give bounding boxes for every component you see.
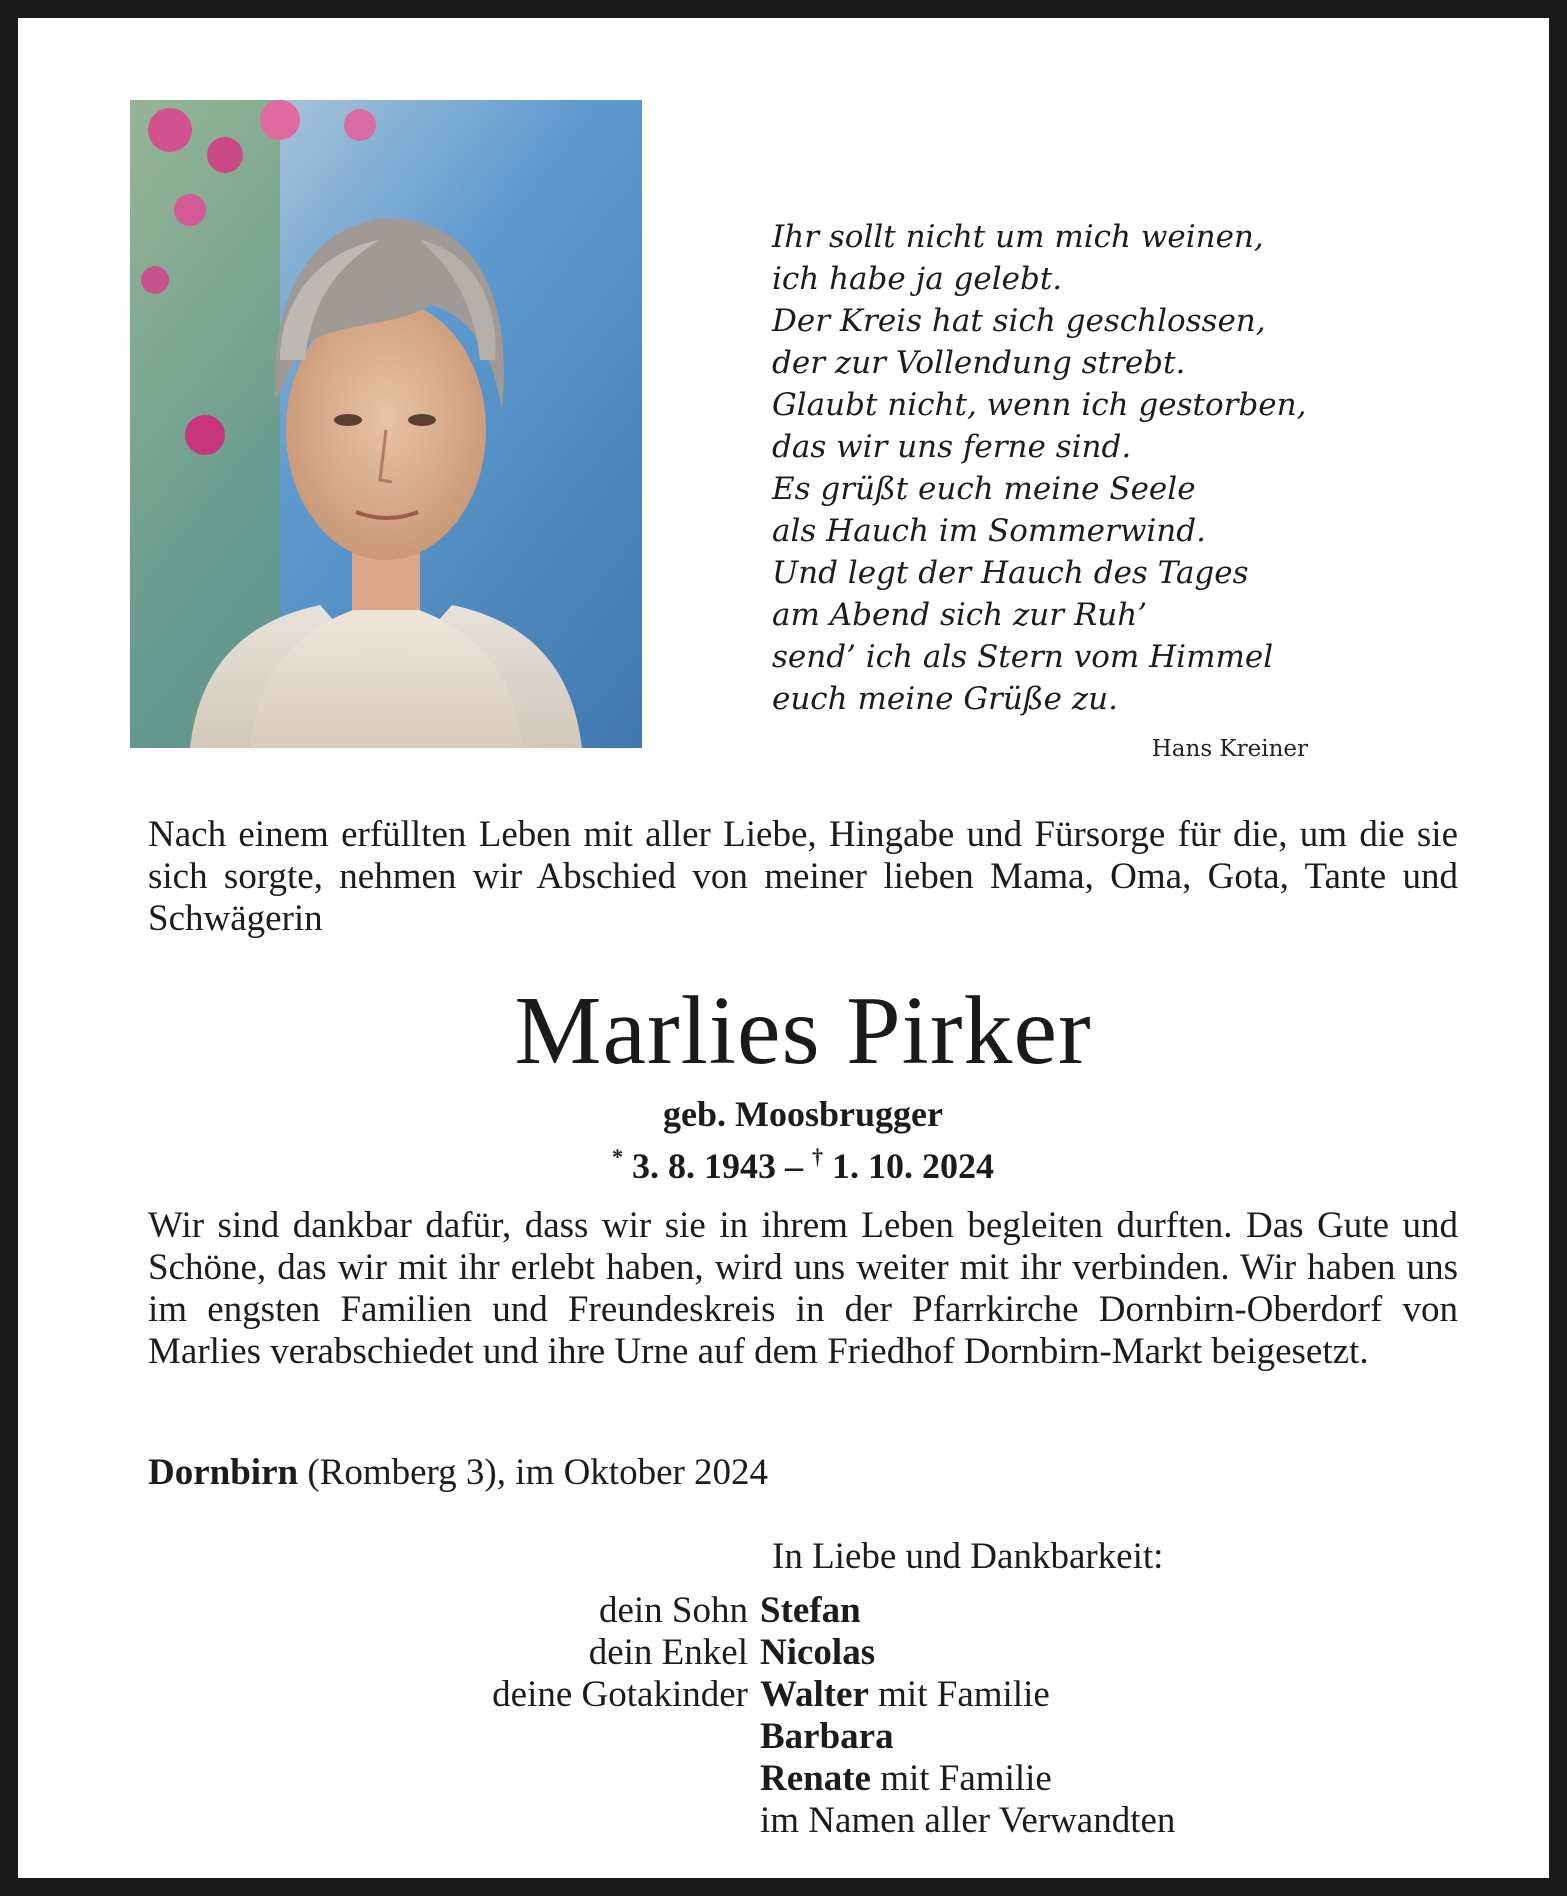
poem-line: als Hauch im Sommerwind. xyxy=(772,513,1206,549)
place-and-date xyxy=(148,1452,1148,1494)
poem-line: Es grüßt euch meine Seele xyxy=(772,471,1196,507)
poem-line: euch meine Grüße zu. xyxy=(772,681,1118,717)
closing-line: In Liebe und Dankbarkeit: xyxy=(772,1536,1164,1577)
mourner-suffix: mit Familie xyxy=(870,1758,1052,1799)
mourner-entry xyxy=(760,1716,894,1758)
poem-line: der zur Vollendung strebt. xyxy=(772,345,1186,381)
mourner-entry xyxy=(760,1758,1052,1800)
birth-symbol: * xyxy=(612,1144,623,1169)
mourners-list xyxy=(148,1590,1458,1842)
poem-line: ich habe ja gelebt. xyxy=(772,261,1063,297)
mourner-row xyxy=(148,1632,1458,1674)
poem-line: Der Kreis hat sich geschlossen, xyxy=(772,303,1266,339)
mourner-suffix: mit Familie xyxy=(868,1674,1050,1715)
mourner-relation xyxy=(148,1800,760,1842)
poem xyxy=(772,216,1332,720)
mourner-name: Walter xyxy=(760,1674,869,1715)
mourner-entry xyxy=(760,1632,875,1674)
portrait-image xyxy=(130,100,642,748)
mourner-row xyxy=(148,1716,1458,1758)
intro-text: Nach einem erfüllten Leben mit aller Liebe, Hingabe und Fürsorge für die, um die sie sich sorgte, nehmen wir Abschied von meiner lieben Mama, Oma, Gota, Tante und Schwägerin xyxy=(148,814,1458,939)
mourner-row xyxy=(148,1674,1458,1716)
portrait-photo xyxy=(130,100,642,748)
mourner-relation: dein Sohn xyxy=(598,1590,748,1631)
date-separator: – xyxy=(776,1146,812,1186)
body-text: Wir sind dankbar dafür, dass wir sie in ihrem Leben begleiten durften. Das Gute und Schöne, das wir mit ihr erlebt haben, wird uns weiter mit ihr verbinden. Wir haben uns im engsten Familien und Freundeskreis in der Pfarrkirche Dornbirn-Oberdorf von Marlies verabschiedet und ihre Urne auf dem Friedhof Dornbirn-Markt beigesetzt. xyxy=(148,1205,1458,1372)
poem-line: das wir uns ferne sind. xyxy=(772,429,1132,465)
poem-line: Ihr sollt nicht um mich weinen, xyxy=(772,219,1264,255)
mourner-entry xyxy=(760,1674,1050,1716)
life-dates xyxy=(148,1135,1458,1188)
mourner-name: Nicolas xyxy=(760,1632,876,1673)
mourner-row xyxy=(148,1800,1458,1842)
mourner-row xyxy=(148,1590,1458,1632)
death-date: 1. 10. 2024 xyxy=(832,1146,994,1186)
mourner-row xyxy=(148,1758,1458,1800)
mourner-entry xyxy=(760,1590,861,1632)
poem-line: send’ ich als Stern vom Himmel xyxy=(772,639,1274,675)
mourner-relation xyxy=(148,1758,760,1800)
death-symbol: † xyxy=(812,1144,823,1169)
place-city: Dornbirn xyxy=(148,1452,299,1493)
poem-line: am Abend sich zur Ruh’ xyxy=(772,597,1148,633)
poem-author: Hans Kreiner xyxy=(1151,736,1308,762)
mourner-name: Stefan xyxy=(760,1590,861,1631)
mourner-name: Barbara xyxy=(760,1716,894,1757)
mourner-entry xyxy=(760,1800,1175,1842)
poem-line: Und legt der Hauch des Tages xyxy=(772,555,1249,591)
birth-name: geb. Moosbrugger xyxy=(663,1094,943,1134)
mourner-name: Renate xyxy=(760,1758,871,1799)
mourner-relation xyxy=(148,1716,760,1758)
place-rest: (Romberg 3), im Oktober 2024 xyxy=(298,1452,769,1493)
poem-line: Glaubt nicht, wenn ich gestorben, xyxy=(772,387,1307,423)
mourner-suffix: im Namen aller Verwandten xyxy=(760,1800,1176,1841)
mourner-relation: deine Gotakinder xyxy=(492,1674,748,1715)
deceased-name: Marlies Pirker xyxy=(514,977,1092,1085)
mourner-relation: dein Enkel xyxy=(588,1632,748,1673)
birth-date: 3. 8. 1943 xyxy=(632,1146,776,1186)
